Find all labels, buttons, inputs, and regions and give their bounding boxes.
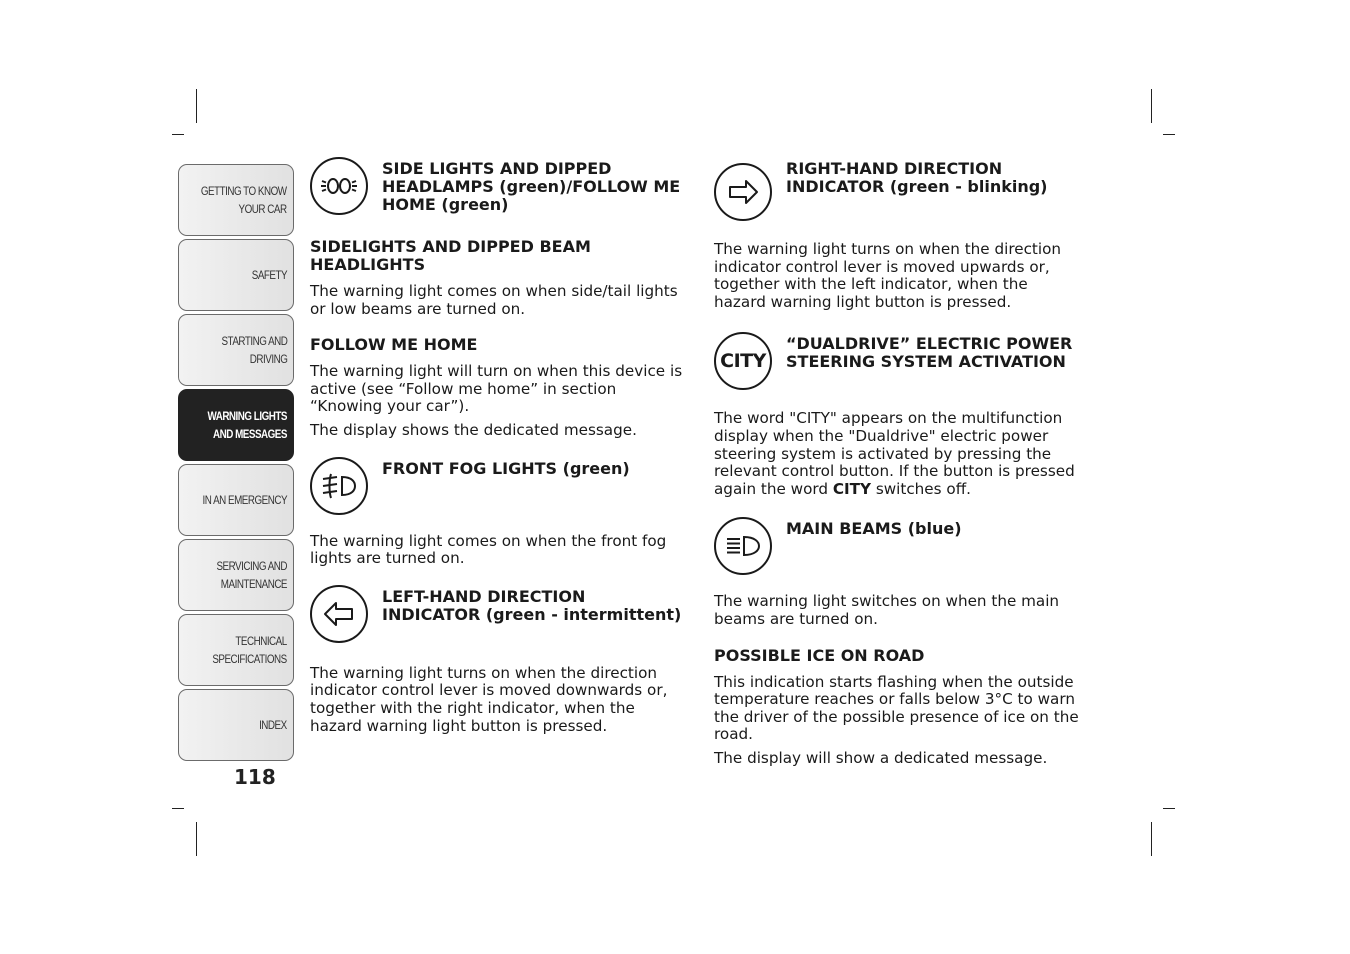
dualdrive-title: STEERING SYSTEM ACTIVATION	[786, 352, 1066, 372]
left-column	[310, 160, 692, 735]
ice-on-road-heading: POSSIBLE ICE ON ROAD	[714, 645, 925, 665]
right-indicator-text: The warning light turns on when the direction indicator control lever is moved upwards or, together with the left indicator, when the hazard warning light button is pressed.	[714, 240, 1062, 311]
follow-me-home-heading: FOLLOW ME HOME	[310, 335, 478, 355]
follow-me-home-text-2: The display shows the dedicated message.	[310, 420, 637, 439]
main-beams-icon	[714, 517, 772, 575]
right-indicator-block	[714, 160, 1096, 221]
follow-me-home-text: The warning light will turn on when this device is active (see “Follow me home” in section “Knowing your car”).	[310, 362, 683, 416]
tab-label: WARNING LIGHTS AND MESSAGES	[207, 409, 287, 441]
crop-mark	[172, 808, 184, 809]
tab-safety[interactable]	[178, 239, 294, 311]
tab-label: INDEX	[259, 718, 287, 732]
dualdrive-text	[714, 410, 1094, 498]
tab-label: GETTING TO KNOW YOUR CAR	[201, 184, 287, 216]
sidelights-heading: SIDELIGHTS AND DIPPED BEAM HEADLIGHTS	[310, 237, 591, 274]
front-fog-block	[310, 460, 692, 515]
tab-starting-driving[interactable]	[178, 314, 294, 386]
tab-technical-specs[interactable]	[178, 614, 294, 686]
side-lights-dipped-headlamps-icon	[310, 157, 368, 215]
side-lights-block	[310, 160, 692, 215]
left-arrow-icon	[310, 585, 368, 643]
crop-mark	[1163, 808, 1175, 809]
crop-mark	[1163, 134, 1175, 135]
crop-mark	[1151, 89, 1152, 123]
front-fog-title: FRONT FOG LIGHTS (green)	[382, 458, 630, 478]
side-lights-title: HOME (green)	[382, 195, 509, 214]
tab-label: SERVICING AND MAINTENANCE	[216, 559, 287, 591]
front-fog-text: The warning light comes on when the front fog lights are turned on.	[310, 531, 667, 568]
tab-index[interactable]	[178, 689, 294, 761]
dualdrive-block	[714, 335, 1096, 390]
tab-getting-to-know[interactable]	[178, 164, 294, 236]
tab-label: SAFETY	[251, 268, 287, 282]
left-indicator-title: LEFT-HAND DIRECTION	[382, 586, 586, 606]
main-beams-text: The warning light switches on when the main beams are turned on.	[714, 592, 1060, 628]
side-lights-title: SIDE LIGHTS AND DIPPED	[382, 159, 612, 178]
side-lights-title: HEADLAMPS (green)/FOLLOW ME	[382, 177, 681, 196]
left-indicator-text: The warning light turns on when the direction indicator control lever is moved downwards or, together with the right indicator, when the hazard warning light button is pressed.	[310, 663, 668, 735]
tab-label: STARTING AND DRIVING	[221, 334, 287, 366]
tab-servicing[interactable]	[178, 539, 294, 611]
crop-mark	[196, 89, 197, 123]
dualdrive-text-a: The word "CITY" appears on the multifunction display when the "Dualdrive" electric power steering system is activated by pressing the relevant control button. If the button is pressed again the word	[714, 409, 1075, 498]
tab-label: IN AN EMERGENCY	[202, 493, 287, 507]
right-column	[714, 160, 1096, 768]
ice-on-road-text-2: The display will show a dedicated message.	[714, 748, 1048, 767]
left-indicator-block	[310, 588, 692, 643]
tab-emergency[interactable]	[178, 464, 294, 536]
crop-mark	[1151, 822, 1152, 856]
crop-mark	[196, 822, 197, 856]
page-number: 118	[234, 765, 276, 789]
main-beams-block	[714, 520, 1096, 575]
tab-warning-lights[interactable]	[178, 389, 294, 461]
dualdrive-text-c: switches off.	[871, 479, 971, 498]
city-icon-text: CITY	[720, 350, 766, 373]
right-arrow-icon	[714, 163, 772, 221]
front-fog-lights-icon	[310, 457, 368, 515]
right-indicator-title: RIGHT-HAND DIRECTION	[786, 159, 1003, 178]
sidelights-text: The warning light comes on when side/tail lights or low beams are turned on.	[310, 282, 678, 318]
crop-mark	[172, 134, 184, 135]
city-icon	[714, 332, 772, 390]
dualdrive-title: “DUALDRIVE” ELECTRIC POWER	[786, 334, 1073, 354]
right-indicator-title: INDICATOR (green - blinking)	[786, 177, 1048, 196]
ice-on-road-text: This indication starts flashing when the outside temperature reaches or falls below 3°C to warn the driver of the possible presence of ice on the road.	[714, 672, 1079, 744]
main-beams-title: MAIN BEAMS (blue)	[786, 519, 962, 539]
tab-label: TECHNICAL SPECIFICATIONS	[212, 634, 287, 666]
dualdrive-text-city: CITY	[832, 479, 871, 498]
left-indicator-title: INDICATOR (green - intermittent)	[382, 604, 682, 624]
